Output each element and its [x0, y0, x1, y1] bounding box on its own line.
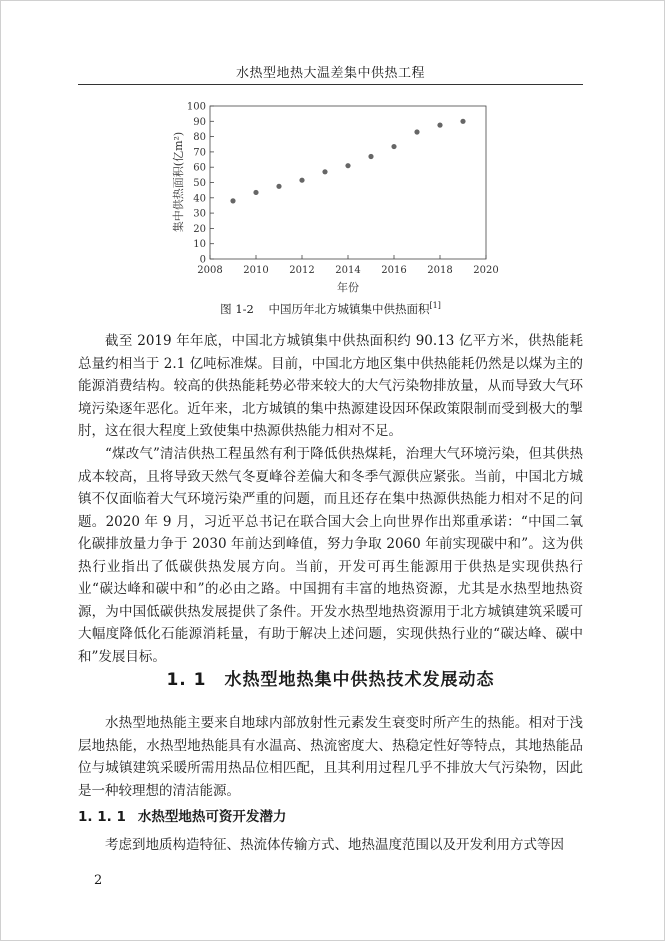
x-axis-label: 年份 — [337, 281, 359, 294]
y-tick-label: 80 — [193, 132, 206, 144]
y-tick-label: 50 — [193, 178, 206, 189]
y-tick-label: 40 — [193, 193, 206, 205]
running-head: 水热型地热大温差集中供热工程 — [235, 66, 425, 81]
data-point — [299, 178, 304, 183]
caption-text: 中国历年北方城镇集中供热面积 — [268, 302, 430, 316]
y-axis-label: 集中供热面积(亿m²) — [172, 131, 185, 233]
caption-label: 图 1-2 — [220, 302, 254, 316]
section-title: 水热型地热集中供热技术发展动态 — [224, 670, 495, 690]
paragraph-2: “煤改气”清洁供热工程虽然有利于降低供热煤耗，治理大气环境污染，但其供热成本较高，且将导致天然气冬夏峰谷差偏大和冬季气源供应紧张。当前，中国北方城镇不仅面临着大气环境污染严重的问题，而且还存在集中热源供热能力相对不足的问题。2020 年 9 月，习近平总书记在联合国大会上向世界作出郑重承诺：“中国二氧化碳排放量力争于 2030 年前达到峰值，努力争取 2060 年前实现碳中和”。这为供热行业指出了低碳供热发展方向。当前，开发可再生能源用于供热是实现供热行业“碳达峰和碳中和”的必由之路。中国拥有丰富的地热资源，尤其是水热型地热资源，为中国低碳供热发展提供了条件。开发水热型地热资源用于北方城镇建筑采暖可大幅度降低化石能源消耗量，有助于解决上述问题，实现供热行业的“碳达峰、碳中和”发展目标。 — [78, 446, 583, 665]
y-tick-label: 10 — [193, 239, 206, 251]
y-tick-label: 60 — [193, 162, 206, 174]
y-tick-label: 30 — [193, 208, 206, 220]
x-tick-label: 2008 — [197, 265, 223, 276]
data-point — [437, 123, 442, 128]
page-number: 2 — [94, 873, 103, 888]
data-point — [368, 154, 373, 159]
subsection-heading — [78, 805, 286, 825]
subsection-title: 水热型地热可资开发潜力 — [137, 809, 287, 825]
subsection-number: 1. 1. 1 — [78, 809, 126, 825]
y-tick-label: 20 — [193, 223, 206, 235]
section-number: 1. 1 — [166, 670, 207, 690]
x-tick-label: 2012 — [289, 265, 315, 276]
y-tick-label: 100 — [186, 101, 206, 113]
data-point — [391, 144, 396, 149]
data-point — [460, 119, 465, 124]
paragraph-1: 截至 2019 年年底，中国北方城镇集中供热面积约 90.13 亿平方米，供热能耗总量约相当于 2.1 亿吨标准煤。目前，中国北方地区集中供热能耗仍然是以煤为主的能源消费结构。较高的供热能耗势必带来较大的大气污染物排放量，从而导致大气环境污染逐年恶化。近年来，北方城镇的集中热源建设因环保政策限制而受到极大的掣肘，这在很大程度上致使集中热源供热能力相对不足。 — [78, 333, 583, 439]
data-point — [414, 129, 419, 134]
data-point — [345, 163, 350, 168]
data-point — [276, 184, 281, 189]
header-rule — [78, 84, 583, 85]
paragraph-4: 考虑到地质构造特征、热流体传输方式、地热温度范围以及开发利用方式等因 — [105, 837, 564, 853]
paragraph-3: 水热型地热能主要来自地球内部放射性元素发生衰变时所产生的热能。相对于浅层地热能，水热型地热能具有水温高、热流密度大、热稳定性好等特点，其地热能品位与城镇建筑采暖所需用热品位相匹配，且其利用过程几乎不排放大气污染物，因此是一种较理想的清洁能源。 — [78, 715, 583, 799]
y-tick-label: 0 — [199, 254, 206, 266]
x-tick-label: 2014 — [335, 265, 361, 276]
y-tick-label: 90 — [193, 116, 206, 128]
plot-frame — [210, 106, 486, 259]
figure-caption — [78, 301, 583, 317]
x-tick-label: 2018 — [427, 265, 453, 276]
x-tick-label: 2010 — [243, 265, 269, 276]
x-tick-label: 2020 — [473, 265, 499, 276]
data-point — [253, 190, 258, 195]
x-tick-label: 2016 — [381, 265, 407, 276]
data-point — [230, 198, 235, 203]
data-point — [322, 169, 327, 174]
section-heading — [78, 665, 583, 690]
caption-ref: [1] — [429, 301, 441, 311]
y-tick-label: 70 — [193, 147, 206, 159]
scatter-chart — [160, 98, 500, 298]
